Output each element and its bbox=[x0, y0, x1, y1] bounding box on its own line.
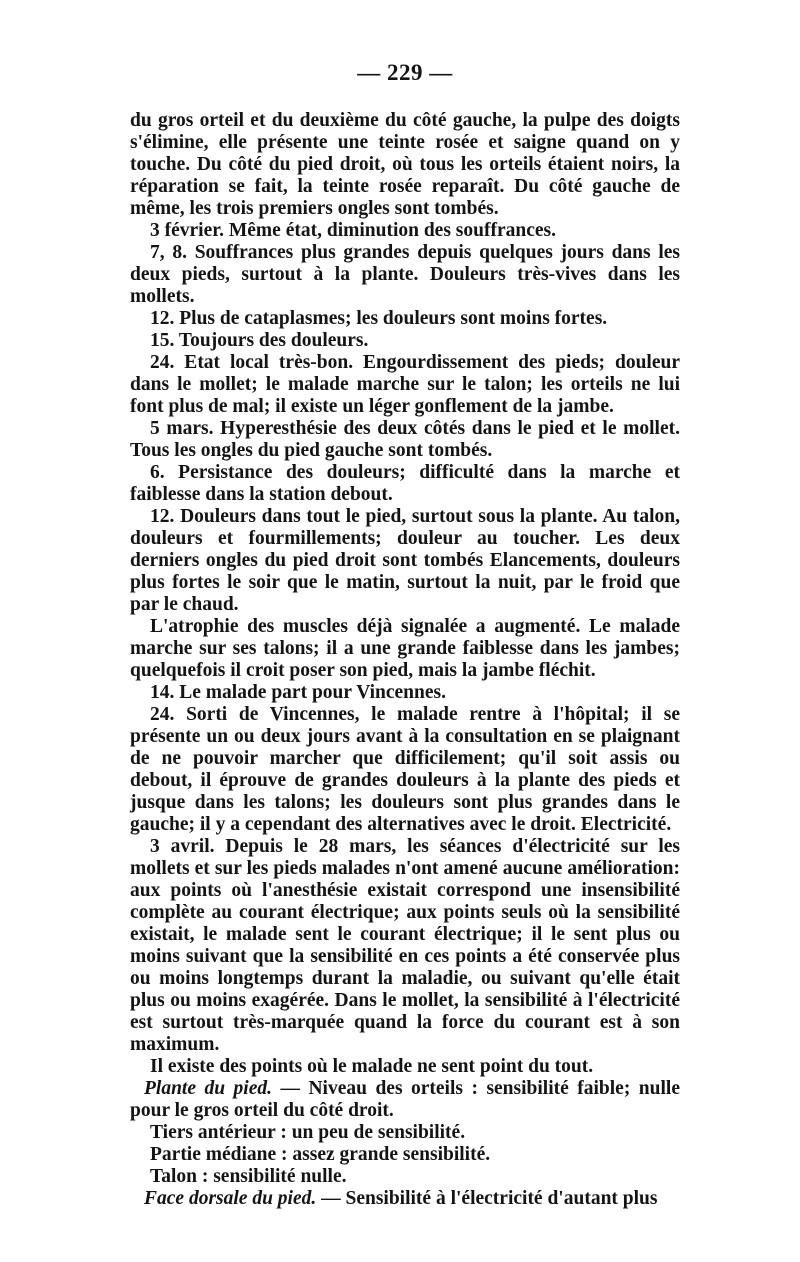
paragraph: 14. Le malade part pour Vincennes. bbox=[150, 682, 446, 703]
paragraph: 6. Persistance des douleurs; difficulté dans la marche et faiblesse dans la station debout. bbox=[130, 462, 680, 505]
paragraph: 24. Sorti de Vincennes, le malade rentre à l'hôpital; il se présente un ou deux jours avant à la consultation en se plaignant de ne pouvoir marcher que difficilement; qu'il soit assis ou debout, il éprouve de grandes douleurs à la plante des pieds et jusque dans les talons; les douleurs sont plus grandes dans le gauche; il y a cependant des alternatives avec le droit. Electricité. bbox=[130, 704, 680, 835]
paragraph: du gros orteil et du deuxième du côté gauche, la pulpe des doigts s'élimine, elle présente une teinte rosée et saigne quand on y touche. Du côté du pied droit, où tous les orteils étaient noirs, la réparation se fait, la teinte rosée reparaît. Du côté gauche de même, les trois premiers ongles sont tombés. bbox=[130, 110, 680, 219]
paragraph bbox=[130, 1078, 680, 1122]
paragraph: 12. Plus de cataplasmes; les douleurs sont moins fortes. bbox=[150, 308, 608, 329]
paragraph: L'atrophie des muscles déjà signalée a augmenté. Le malade marche sur ses talons; il a une grande faiblesse dans les jambes; quelquefois il croit poser son pied, mais la jambe fléchit. bbox=[130, 616, 680, 681]
paragraph: 12. Douleurs dans tout le pied, surtout sous la plante. Au talon, douleurs et fourmillements; douleur au toucher. Les deux derniers ongles du pied droit sont tombés Elancements, douleurs plus fortes le soir que le matin, surtout la nuit, par le froid que par le chaud. bbox=[130, 506, 680, 615]
paragraph bbox=[130, 1188, 680, 1210]
paragraph: 24. Etat local très-bon. Engourdissement des pieds; douleur dans le mollet; le malade marche sur le talon; les orteils ne lui font plus de mal; il existe un léger gonflement de la jambe. bbox=[130, 352, 680, 417]
paragraph: 7, 8. Souffrances plus grandes depuis quelques jours dans les deux pieds, surtout à la plante. Douleurs très-vives dans les mollets. bbox=[130, 242, 680, 307]
page-number: — 229 — bbox=[357, 60, 453, 85]
paragraph: Il existe des points où le malade ne sent point du tout. bbox=[150, 1056, 594, 1077]
paragraph: 15. Toujours des douleurs. bbox=[150, 330, 369, 351]
paragraph-rest: — Niveau des orteils : sensibilité faible; nulle pour le gros orteil du côté droit. bbox=[130, 1078, 680, 1121]
paragraph: Partie médiane : assez grande sensibilité. bbox=[150, 1144, 491, 1165]
paragraph-lead: Face dorsale du pied. bbox=[144, 1188, 317, 1209]
paragraph: Tiers antérieur : un peu de sensibilité. bbox=[150, 1122, 466, 1143]
paragraph-rest: — Sensibilité à l'électricité d'autant plus bbox=[316, 1188, 658, 1209]
text-body bbox=[130, 110, 680, 1210]
paragraph: 3 février. Même état, diminution des souffrances. bbox=[150, 220, 556, 241]
paragraph-lead: Plante du pied. bbox=[144, 1078, 272, 1099]
paragraph: 5 mars. Hyperesthésie des deux côtés dans le pied et le mollet. Tous les ongles du pied gauche sont tombés. bbox=[130, 418, 680, 461]
paragraph: 3 avril. Depuis le 28 mars, les séances d'électricité sur les mollets et sur les pieds malades n'ont amené aucune amélioration: aux points où l'anesthésie existait correspond une insensibilité complète au courant électrique; aux points seuls où la sensibilité existait, le malade sent le courant électrique; il le sent plus ou moins suivant que la sensibilité en ces points a été conservée plus ou moins longtemps durant la maladie, ou suivant qu'elle était plus ou moins exagérée. Dans le mollet, la sensibilité à l'électricité est surtout très-marquée quand la force du courant est à son maximum. bbox=[130, 836, 680, 1055]
paragraph: Talon : sensibilité nulle. bbox=[150, 1166, 347, 1187]
